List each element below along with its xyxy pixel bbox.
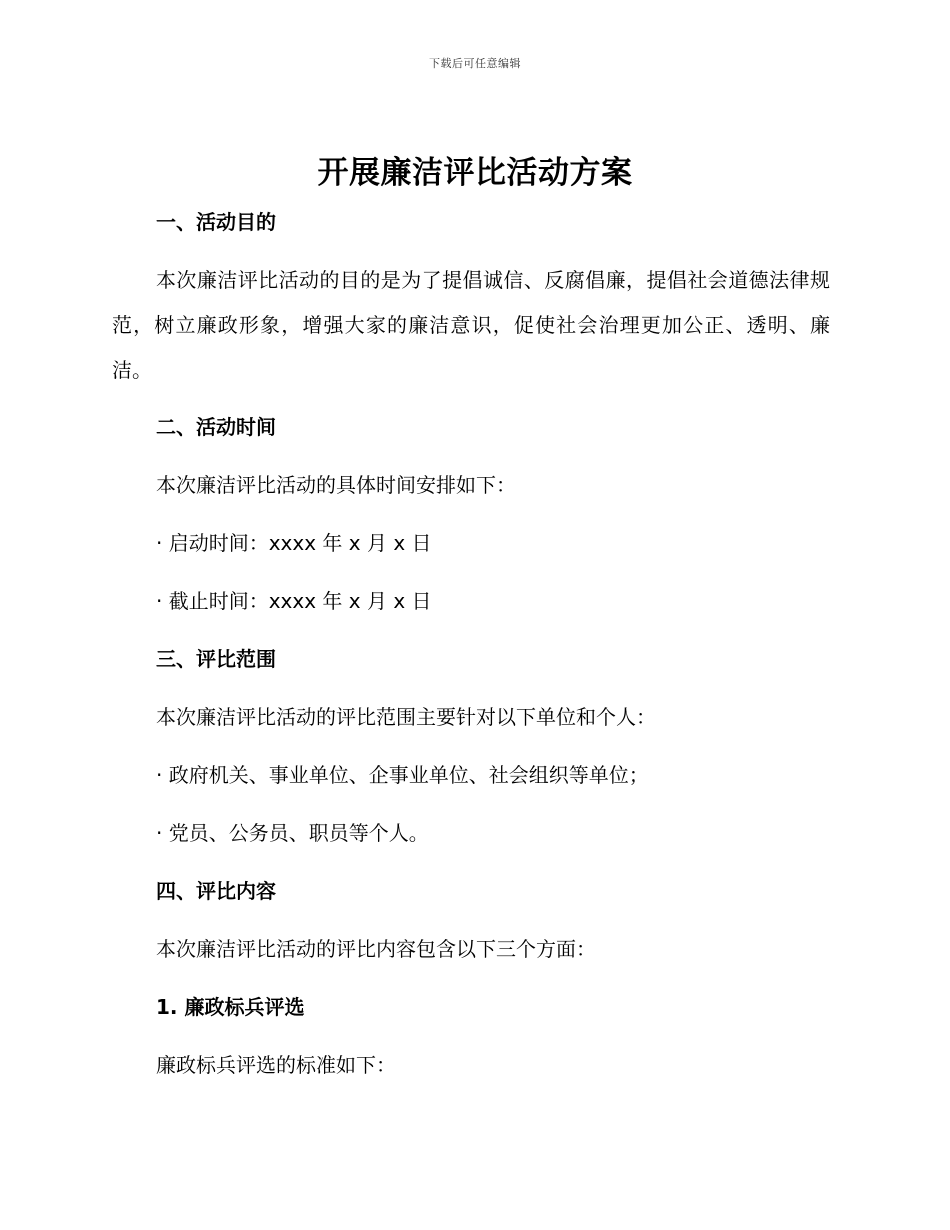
section-paragraph-purpose: 本次廉洁评比活动的目的是为了提倡诚信、反腐倡廉，提倡社会道德法律规范，树立廉政形象，增强大家的廉洁意识，促使社会治理更加公正、透明、廉洁。	[112, 268, 830, 382]
section-intro-content: 本次廉洁评比活动的评比内容包含以下三个方面：	[156, 937, 596, 961]
list-item-units: · 政府机关、事业单位、企事业单位、社会组织等单位；	[156, 763, 649, 787]
list-item-start-time: · 启动时间：xxxx 年 x 月 x 日	[156, 531, 432, 555]
subsection-intro-model-selection: 廉政标兵评选的标准如下：	[156, 1053, 396, 1077]
document-title: 开展廉洁评比活动方案	[317, 155, 633, 191]
list-item-individuals: · 党员、公务员、职员等个人。	[156, 821, 429, 845]
section-intro-scope: 本次廉洁评比活动的评比范围主要针对以下单位和个人：	[156, 705, 656, 729]
section-heading-scope: 三、评比范围	[156, 647, 276, 671]
document-body	[112, 202, 830, 1085]
section-intro-time: 本次廉洁评比活动的具体时间安排如下：	[156, 473, 516, 497]
section-heading-time: 二、活动时间	[156, 415, 276, 439]
page-header-note: 下载后可任意编辑	[429, 57, 521, 70]
section-heading-purpose: 一、活动目的	[156, 210, 276, 234]
section-heading-content: 四、评比内容	[156, 879, 276, 903]
subsection-heading-model-selection: 1. 廉政标兵评选	[156, 995, 305, 1019]
list-item-end-time: · 截止时间：xxxx 年 x 月 x 日	[156, 589, 432, 613]
